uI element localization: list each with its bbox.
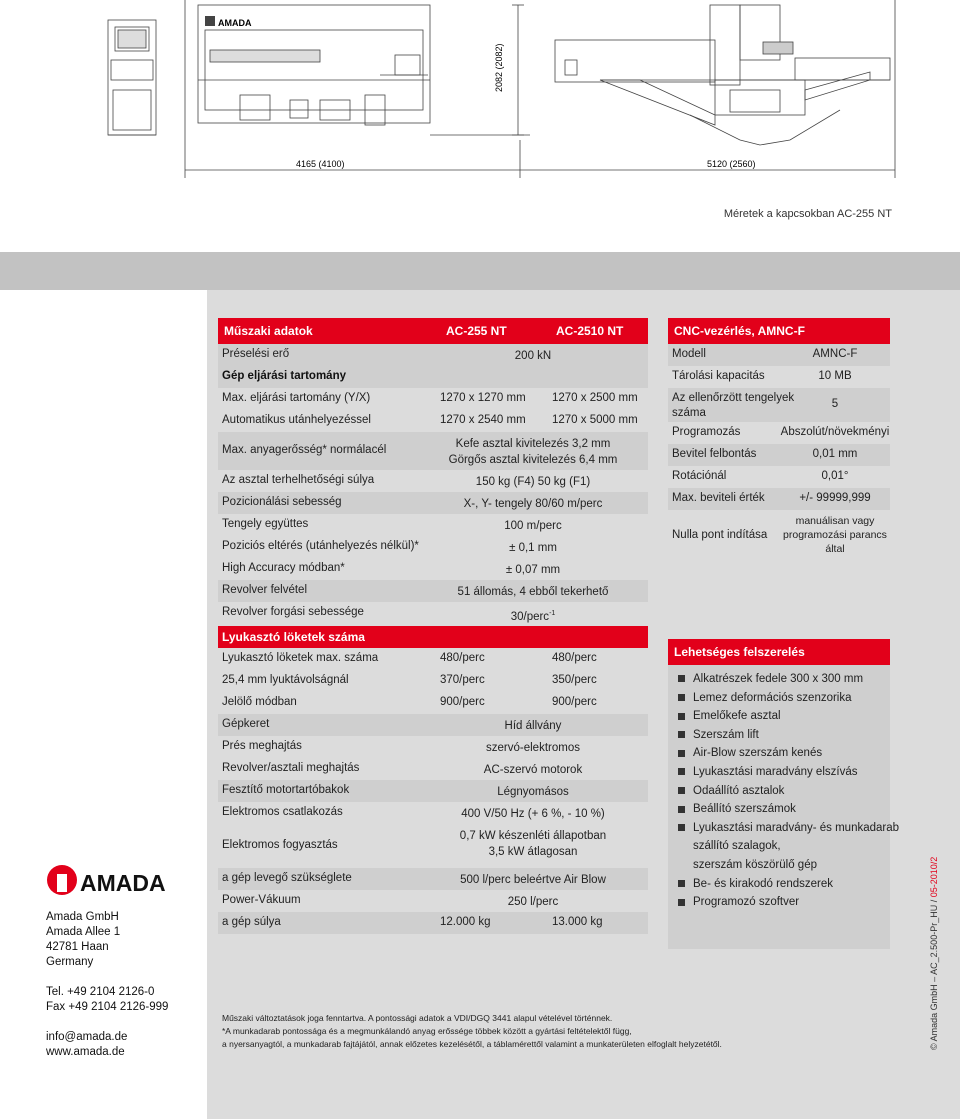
stroke_rows-span-text: 0,7 kW készenléti állapotban bbox=[459, 830, 607, 842]
rows-label: Préselési erő bbox=[222, 348, 290, 360]
stroke_rows-span-value bbox=[418, 784, 648, 800]
option-item bbox=[678, 747, 822, 759]
rows-value-a: 1270 x 1270 mm bbox=[440, 392, 526, 404]
rows-span-value bbox=[418, 562, 648, 578]
stroke_rows-value-a: 900/perc bbox=[440, 696, 485, 708]
cnc-label bbox=[672, 447, 756, 462]
option-text: Air-Blow szerszám kenés bbox=[693, 747, 823, 760]
stroke_rows-span-text: 250 l/perc bbox=[507, 896, 559, 908]
rows-row bbox=[218, 580, 648, 602]
tech-header bbox=[218, 318, 648, 344]
contact-block bbox=[46, 910, 168, 1060]
stroke_rows-row bbox=[218, 890, 648, 912]
cnc-row bbox=[668, 388, 890, 422]
drawing-caption: Méretek a kapcsokban AC-255 NT bbox=[723, 208, 892, 220]
option-item bbox=[678, 766, 857, 778]
option-item bbox=[678, 822, 899, 834]
rows-row bbox=[218, 602, 648, 624]
rows-row bbox=[218, 514, 648, 536]
cnc-value bbox=[780, 347, 890, 361]
rows-value-b: 1270 x 2500 mm bbox=[552, 392, 638, 404]
cnc-value-text: által bbox=[825, 543, 845, 555]
width-right-dimension: 5120 (2560) bbox=[707, 159, 756, 169]
option-text: Be- és kirakodó rendszerek bbox=[693, 877, 833, 890]
rows-value-a: 1270 x 2540 mm bbox=[440, 414, 526, 426]
stroke_rows-value-b: 13.000 kg bbox=[552, 916, 603, 928]
rows-span-value bbox=[418, 606, 648, 625]
cnc-header-title: CNC-vezérlés, AMNC-F bbox=[674, 324, 805, 338]
rows-label: High Accuracy módban* bbox=[222, 562, 345, 574]
option-text: Emelőkefe asztal bbox=[693, 710, 781, 723]
stroke_rows-span-text-2: 3,5 kW átlagosan bbox=[488, 846, 578, 858]
cnc-label-text: Rotációnál bbox=[672, 470, 727, 482]
footnote-2: *A munkadarab pontossága és a megmunkálandó anyag erőssége többek között a gyártási feltételektől függ, bbox=[222, 1026, 632, 1036]
option-text: Beállító szerszámok bbox=[693, 803, 796, 816]
rows-label: Revolver felvétel bbox=[222, 584, 308, 596]
cnc-row bbox=[668, 488, 890, 510]
stroke_rows-row bbox=[218, 824, 648, 868]
stroke_rows-row bbox=[218, 868, 648, 890]
stroke_rows-span-value bbox=[418, 806, 648, 822]
stroke_rows-span-text: AC-szervó motorok bbox=[483, 764, 583, 776]
cnc-value-text: manuálisan vagy bbox=[795, 515, 875, 527]
company-email[interactable]: info@amada.de bbox=[46, 1031, 128, 1043]
square-bullet-icon bbox=[678, 824, 685, 831]
option-item bbox=[678, 803, 796, 815]
stroke_rows-label: Jelölő módban bbox=[222, 696, 297, 708]
rows-row bbox=[218, 492, 648, 514]
cnc-value-text: +/- 99999,999 bbox=[799, 492, 871, 504]
rows-row bbox=[218, 432, 648, 470]
rows-row bbox=[218, 470, 648, 492]
rows-span-value bbox=[418, 518, 648, 534]
width-left-dimension: 4165 (4100) bbox=[296, 159, 345, 169]
option-text: Lyukasztási maradvány elszívás bbox=[693, 766, 858, 778]
stroke_rows-row bbox=[218, 802, 648, 824]
gray-band bbox=[0, 252, 960, 290]
stroke_rows-label: Elektromos csatlakozás bbox=[222, 806, 343, 818]
option-text: Odaállító asztalok bbox=[693, 784, 785, 797]
company-web[interactable]: www.amada.de bbox=[46, 1046, 125, 1058]
rows-row bbox=[218, 558, 648, 580]
doc-id-accent: 05-2010/2 bbox=[929, 856, 939, 898]
cnc-label bbox=[672, 347, 706, 362]
drawing-brand: AMADA bbox=[218, 18, 252, 28]
cnc-value bbox=[780, 447, 890, 461]
cnc-value-text: programozási parancs bbox=[783, 529, 887, 541]
cnc-label-text: Max. beviteli érték bbox=[672, 492, 765, 504]
rows-label: Pozicionálási sebesség bbox=[222, 496, 342, 508]
stroke_rows-label: a gép levegő szükséglete bbox=[222, 872, 352, 884]
square-bullet-icon bbox=[678, 787, 685, 794]
rows-value-b: 1270 x 5000 mm bbox=[552, 414, 638, 426]
stroke_rows-value-a: 12.000 kg bbox=[440, 916, 491, 928]
cnc-value-text: AMNC-F bbox=[812, 348, 858, 360]
logo-text: AMADA bbox=[80, 870, 166, 896]
stroke_rows-span-text: 500 l/perc beleértve Air Blow bbox=[460, 874, 606, 886]
stroke_rows-row bbox=[218, 780, 648, 802]
stroke_rows-label: Power-Vákuum bbox=[222, 894, 301, 906]
stroke_rows-label: Revolver/asztali meghajtás bbox=[222, 762, 360, 774]
stroke_rows-value-a: 370/perc bbox=[440, 674, 485, 686]
rows-label: Poziciós eltérés (utánhelyezés nélkül)* bbox=[222, 540, 419, 552]
cnc-label bbox=[672, 469, 726, 484]
option-item bbox=[678, 710, 781, 722]
tech-header-col-a: AC-255 NT bbox=[446, 324, 507, 338]
stroke_rows-row bbox=[218, 758, 648, 780]
cnc-label-text: Bevitel felbontás bbox=[672, 448, 757, 460]
rows-span-text: 200 kN bbox=[514, 350, 552, 362]
cnc-row bbox=[668, 366, 890, 388]
option-item bbox=[678, 840, 781, 852]
square-bullet-icon bbox=[678, 675, 685, 682]
tech-header-col-b: AC-2510 NT bbox=[556, 324, 624, 338]
cnc-label bbox=[672, 425, 740, 440]
square-bullet-icon bbox=[678, 806, 685, 813]
rows-span-value bbox=[418, 436, 648, 468]
rows-row bbox=[218, 366, 648, 388]
technical-data-table bbox=[218, 318, 648, 958]
rows-row bbox=[218, 344, 648, 366]
rows-span-value bbox=[418, 584, 648, 600]
square-bullet-icon bbox=[678, 880, 685, 887]
footnote-3: a nyersanyagtól, a munkadarab fajtájától, annak előzetes kezelésétől, a táblamérettől valamint a munkaterületen elfoglalt helyzetétől. bbox=[222, 1039, 722, 1049]
option-item bbox=[678, 729, 759, 741]
cnc-row bbox=[668, 510, 890, 562]
stroke_rows-label: Elektromos fogyasztás bbox=[222, 839, 338, 851]
stroke_rows-value-b: 350/perc bbox=[552, 674, 597, 686]
stroke_rows-span-text: 400 V/50 Hz (+ 6 %, - 10 %) bbox=[461, 808, 605, 820]
cnc-row bbox=[668, 422, 890, 444]
cnc-label-text: Az ellenőrzött tengelyek bbox=[672, 392, 795, 404]
cnc-label-text: Nulla pont indítása bbox=[672, 529, 768, 541]
stroke_rows-row bbox=[218, 736, 648, 758]
rows-span-value bbox=[418, 474, 648, 490]
stroke_rows-span-value bbox=[418, 718, 648, 734]
cnc-value bbox=[780, 369, 890, 383]
company-name: Amada GmbH bbox=[46, 911, 119, 923]
rows-span-text: Kefe asztal kivitelezés 3,2 mm bbox=[455, 438, 611, 450]
rows-label: Revolver forgási sebessége bbox=[222, 606, 364, 618]
options-list bbox=[668, 665, 900, 949]
stroke_rows-value-b: 480/perc bbox=[552, 652, 597, 664]
option-item bbox=[678, 692, 852, 704]
stroke_rows-row bbox=[218, 648, 648, 670]
stroke_rows-span-value bbox=[418, 894, 648, 910]
cnc-value-text: 5 bbox=[831, 398, 839, 410]
option-item bbox=[678, 878, 833, 890]
option-text: Szerszám lift bbox=[693, 728, 759, 741]
stroke-header-title: Lyukasztó löketek száma bbox=[222, 630, 365, 644]
stroke_rows-span-text: Légnyomásos bbox=[497, 786, 569, 798]
rows-row bbox=[218, 410, 648, 432]
square-bullet-icon bbox=[678, 899, 685, 906]
cnc-header bbox=[668, 318, 890, 344]
rows-span-text: 150 kg (F4) 50 kg (F1) bbox=[475, 476, 591, 488]
square-bullet-icon bbox=[678, 713, 685, 720]
cnc-value-text: Abszolút/növekményi bbox=[780, 426, 890, 438]
option-item bbox=[678, 896, 799, 908]
stroke_rows-label: Fesztítő motortartóbakok bbox=[222, 784, 350, 796]
cnc-label bbox=[672, 369, 765, 384]
option-text: Lyukasztási maradvány- és munkadarab bbox=[693, 821, 900, 834]
cnc-label-text: Programozás bbox=[672, 426, 741, 438]
rows-span-text: ± 0,1 mm bbox=[509, 542, 557, 554]
option-text: Alkatrészek fedele 300 x 300 mm bbox=[693, 673, 864, 685]
stroke_rows-row bbox=[218, 670, 648, 692]
stroke_rows-value-a: 480/perc bbox=[440, 652, 485, 664]
rows-row bbox=[218, 536, 648, 558]
vertical-doc-id bbox=[925, 856, 949, 1050]
company-tel: Tel. +49 2104 2126-0 bbox=[46, 986, 155, 998]
amada-logo bbox=[46, 862, 186, 898]
stroke_rows-span-value bbox=[418, 828, 648, 860]
rows-span-text: 30/perc bbox=[510, 610, 550, 623]
rows-label: Tengely együttes bbox=[222, 518, 309, 530]
cnc-label bbox=[672, 528, 767, 543]
rows-row bbox=[218, 388, 648, 410]
rows-span-text: 100 m/perc bbox=[504, 520, 562, 532]
option-item bbox=[678, 673, 863, 685]
rows-span-text-2: Görgős asztal kivitelezés 6,4 mm bbox=[448, 454, 618, 466]
cnc-label-text-2: száma bbox=[672, 407, 706, 419]
stroke_rows-label: Prés meghajtás bbox=[222, 740, 302, 752]
square-bullet-icon bbox=[678, 768, 685, 775]
rows-label: Automatikus utánhelyezéssel bbox=[222, 414, 371, 426]
rows-span-value bbox=[418, 540, 648, 556]
stroke_rows-span-text: Híd állvány bbox=[504, 720, 562, 732]
rows-span-text: 51 állomás, 4 ebből tekerhető bbox=[457, 586, 609, 598]
stroke_rows-span-text: szervó-elektromos bbox=[486, 742, 580, 754]
cnc-row bbox=[668, 466, 890, 488]
cnc-label bbox=[672, 491, 765, 506]
rows-label: Max. anyagerősség* normálacél bbox=[222, 444, 387, 456]
option-text: szerszám köszörülő gép bbox=[693, 859, 817, 871]
footnote-1: Műszaki változtatások joga fenntartva. A pontossági adatok a VDI/DGQ 3441 alapul vételével történnek. bbox=[222, 1013, 613, 1023]
stroke_rows-label: Gépkeret bbox=[222, 718, 270, 730]
cnc-value-text: 0,01 mm bbox=[812, 448, 858, 460]
cnc-label bbox=[672, 391, 794, 421]
rows-label: Gép eljárási tartomány bbox=[222, 370, 346, 382]
cnc-value-text: 10 MB bbox=[818, 370, 852, 382]
stroke_rows-label: 25,4 mm lyuktávolságnál bbox=[222, 674, 349, 686]
cnc-value bbox=[780, 397, 890, 411]
tech-header-title: Műszaki adatok bbox=[224, 324, 313, 338]
cnc-value bbox=[780, 491, 890, 505]
company-country: Germany bbox=[46, 956, 94, 968]
company-fax: Fax +49 2104 2126-999 bbox=[46, 1001, 169, 1013]
footnotes bbox=[222, 1012, 722, 1051]
stroke_rows-value-b: 900/perc bbox=[552, 696, 597, 708]
option-item bbox=[678, 859, 817, 871]
stroke_rows-row bbox=[218, 714, 648, 736]
stroke_rows-span-value bbox=[418, 762, 648, 778]
stroke_rows-row bbox=[218, 692, 648, 714]
square-bullet-icon bbox=[678, 694, 685, 701]
stroke_rows-row bbox=[218, 912, 648, 934]
cnc-label-text: Tárolási kapacitás bbox=[672, 370, 765, 382]
options-header-title: Lehetséges felszerelés bbox=[674, 645, 805, 659]
stroke_rows-label: a gép súlya bbox=[222, 916, 281, 928]
stroke_rows-span-value bbox=[418, 740, 648, 756]
options-panel bbox=[668, 639, 900, 949]
cnc-label-text: Modell bbox=[672, 348, 706, 360]
doc-id-prefix: © Amada GmbH – AC_2.500-Pr_HU / bbox=[929, 897, 939, 1050]
cnc-value bbox=[780, 425, 890, 439]
cnc-value bbox=[780, 469, 890, 483]
company-street: Amada Allee 1 bbox=[46, 926, 121, 938]
rows-span-sup: -1 bbox=[549, 610, 556, 617]
rows-label: Az asztal terhelhetőségi súlya bbox=[222, 474, 375, 486]
stroke_rows-span-value bbox=[418, 872, 648, 888]
company-city: 42781 Haan bbox=[46, 941, 109, 953]
option-text: szállító szalagok, bbox=[693, 840, 781, 853]
rows-span-text: ± 0,07 mm bbox=[505, 564, 561, 576]
rows-span-value bbox=[418, 348, 648, 364]
rows-span-value bbox=[418, 496, 648, 512]
cnc-value bbox=[780, 514, 890, 556]
options-header bbox=[668, 639, 890, 665]
cnc-value-text: 0,01° bbox=[821, 470, 849, 482]
option-text: Programozó szoftver bbox=[693, 896, 800, 909]
rows-span-text: X-, Y- tengely 80/60 m/perc bbox=[463, 498, 603, 510]
option-item bbox=[678, 785, 784, 797]
cnc-row bbox=[668, 344, 890, 366]
stroke-header bbox=[218, 626, 648, 648]
square-bullet-icon bbox=[678, 731, 685, 738]
square-bullet-icon bbox=[678, 750, 685, 757]
height-dimension: 2082 (2082) bbox=[494, 43, 504, 92]
cnc-table bbox=[668, 318, 890, 578]
option-text: Lemez deformációs szenzorika bbox=[693, 691, 852, 704]
stroke_rows-label: Lyukasztó löketek max. száma bbox=[222, 652, 379, 664]
cnc-row bbox=[668, 444, 890, 466]
rows-label: Max. eljárási tartomány (Y/X) bbox=[222, 392, 371, 404]
